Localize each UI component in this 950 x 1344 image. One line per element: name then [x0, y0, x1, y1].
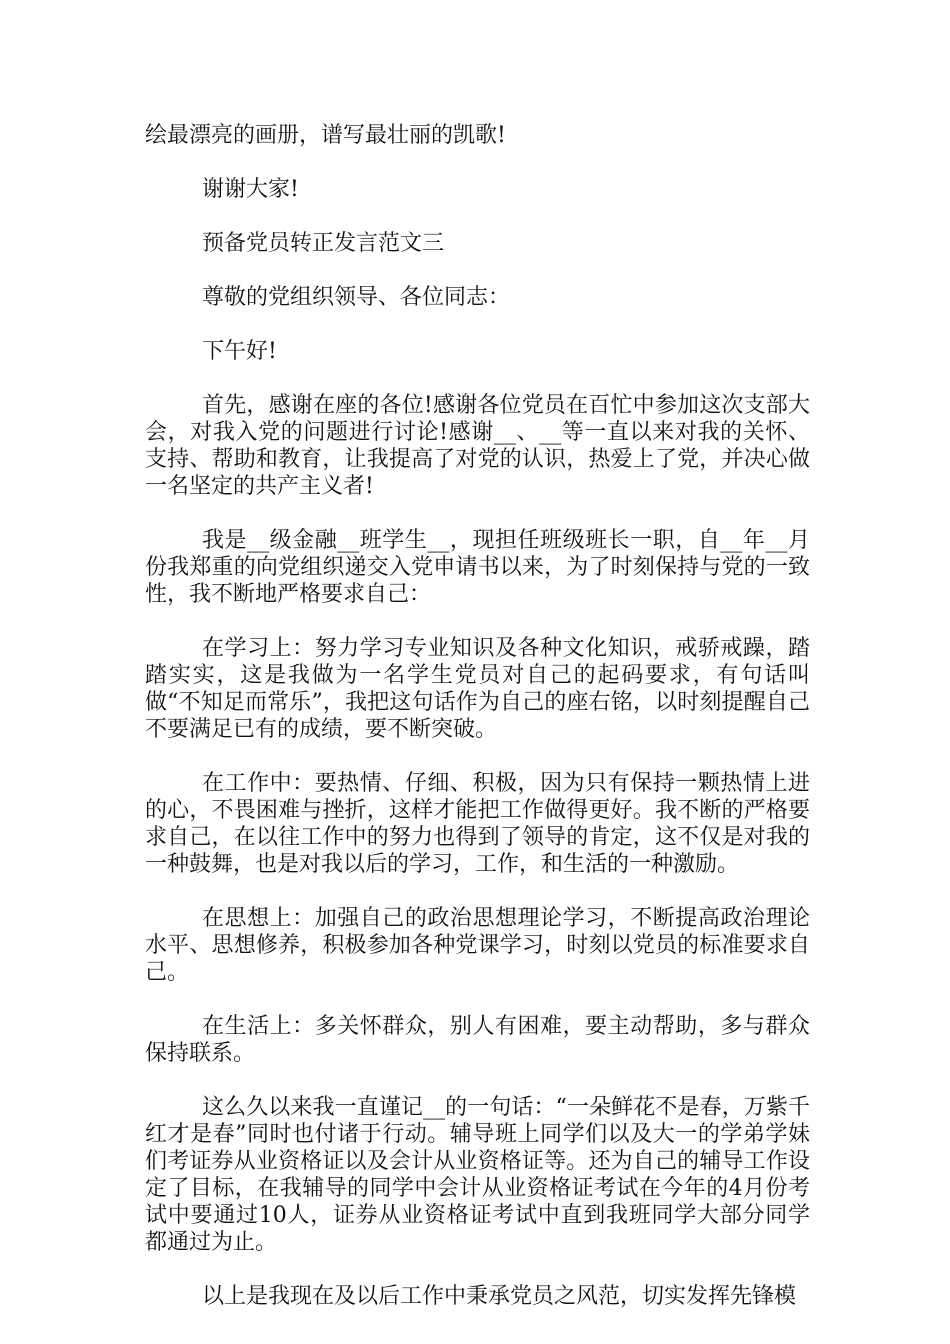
- paragraph-introduction: 我是__级金融__班学生__，现担任班级班长一职，自__年__月份我郑重的向党组织递交入党申请书以来，为了时刻保持与党的一致性，我不断地严格要求自己：: [145, 528, 810, 607]
- greeting: 下午好!: [202, 339, 277, 364]
- document-body: [145, 122, 810, 1337]
- paragraph-tutoring: 这么久以来我一直谨记__的一句话：“一朵鲜花不是春，万紫千红才是春”同时也付诸于行动。辅导班上同学们以及大一的学弟学妹们考证券从业资格证以及会计从业资格证等。还为自己的辅导工作设定了目标，在我辅导的同学中会计从业资格证考试在今年的4月份考试中要通过10人，证券从业资格证考试中直到我班同学大部分同学都通过为止。: [145, 1095, 810, 1255]
- paragraph-study: 在学习上：努力学习专业知识及各种文化知识，戒骄戒躁，踏踏实实，这是我做为一名学生党员对自己的起码要求，有句话叫做“不知足而常乐”，我把这句话作为自己的座右铭，以时刻提醒自己不要满足已有的成绩，要不断突破。: [145, 636, 810, 742]
- paragraph-thought: 在思想上：加强自己的政治思想理论学习，不断提高政治理论水平、思想修养，积极参加各种党课学习，时刻以党员的标准要求自己。: [145, 906, 810, 985]
- section-heading: 预备党员转正发言范文三: [202, 231, 445, 256]
- paragraph-work: 在工作中：要热情、仔细、积极，因为只有保持一颗热情上进的心，不畏困难与挫折，这样才能把工作做得更好。我不断的严格要求自己，在以往工作中的努力也得到了领导的肯定，这不仅是对我的一种鼓舞，也是对我以后的学习，工作，和生活的一种激励。: [145, 771, 810, 877]
- paragraph-continuation: 绘最漂亮的画册，谱写最壮丽的凯歌!: [145, 123, 506, 148]
- paragraph-life: 在生活上：多关怀群众，别人有困难，要主动帮助，多与群众保持联系。: [145, 1014, 810, 1066]
- salutation: 尊敬的党组织领导、各位同志：: [202, 285, 511, 310]
- paragraph-closing: 以上是我现在及以后工作中秉承党员之风范，切实发挥先锋模: [202, 1284, 797, 1309]
- paragraph-thanks: 谢谢大家!: [202, 177, 299, 202]
- paragraph-opening: 首先，感谢在座的各位!感谢各位党员在百忙中参加这次支部大会，对我入党的问题进行讨论!感谢__、__等一直以来对我的关怀、支持、帮助和教育，让我提高了对党的认识，热爱上了党，并决心做一名坚定的共产主义者!: [145, 393, 810, 499]
